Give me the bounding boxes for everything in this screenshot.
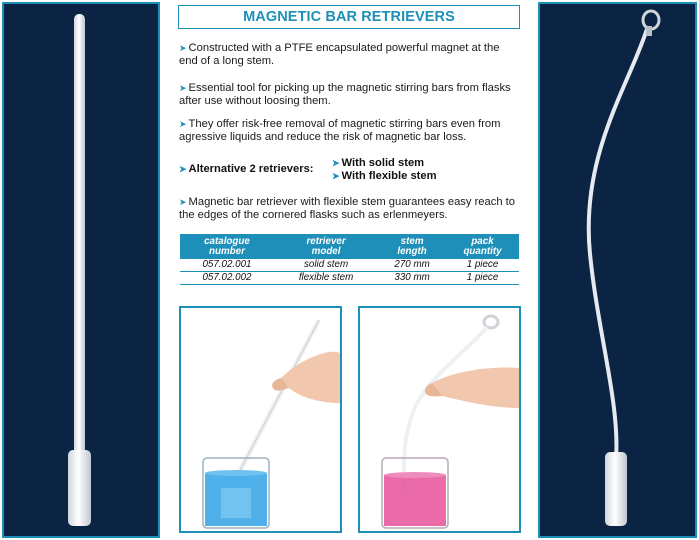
bullet-paragraph-2 <box>179 82 521 108</box>
title-box <box>178 5 520 29</box>
flexible-retriever-image <box>540 4 695 536</box>
photo-solid-stem <box>179 306 342 533</box>
bullet-text-4: Magnetic bar retriever with flexible stem guarantees easy reach to the edges of the cornered flasks such as erlenmeyers. <box>179 196 516 221</box>
table-cell: 330 mm <box>378 272 446 285</box>
table-row <box>180 272 519 285</box>
header-retriever-model: retriever model <box>274 234 378 259</box>
header-pack-quantity: pack quantity <box>446 234 519 259</box>
table-cell: 057.02.002 <box>180 272 274 285</box>
bullet-paragraph-1 <box>179 42 521 68</box>
arrow-icon: ➤ <box>179 197 187 207</box>
table-cell: flexible stem <box>274 272 378 285</box>
bullet-paragraph-3 <box>179 118 521 144</box>
arrow-icon: ➤ <box>332 158 340 168</box>
header-stem-length: stem length <box>378 234 446 259</box>
alternatives-label: Alternative 2 retrievers: <box>188 163 314 175</box>
bullet-text-2: Essential tool for picking up the magnetic stirring bars from flasks after use without loosing them. <box>179 82 511 107</box>
arrow-icon: ➤ <box>179 83 187 93</box>
bullet-text-1: Constructed with a PTFE encapsulated powerful magnet at the end of a long stem. <box>179 42 500 67</box>
table-cell: solid stem <box>274 259 378 272</box>
bullet-text-3: They offer risk-free removal of magnetic stirring bars even from agressive liquids and reduce the risk of magnetic bar loss. <box>179 118 501 143</box>
alternatives-label-row <box>179 163 314 175</box>
solid-retriever-image <box>4 4 158 536</box>
arrow-icon: ➤ <box>179 43 187 53</box>
table-cell: 1 piece <box>446 259 519 272</box>
table-cell: 1 piece <box>446 272 519 285</box>
page-title: MAGNETIC BAR RETRIEVERS <box>243 9 455 25</box>
table-row <box>180 259 519 272</box>
arrow-icon: ➤ <box>332 171 340 181</box>
alternative-option-2: ➤ With flexible stem <box>332 170 437 182</box>
bullet-paragraph-4 <box>179 196 521 222</box>
table-cell: 270 mm <box>378 259 446 272</box>
alternative-option-1: ➤ With solid stem <box>332 157 425 169</box>
arrow-icon: ➤ <box>179 164 187 174</box>
table-header-row <box>180 234 519 259</box>
spec-table <box>180 234 519 285</box>
flexible-retriever-panel <box>538 2 697 538</box>
solid-retriever-panel <box>2 2 160 538</box>
header-catalogue-number: catalogue number <box>180 234 274 259</box>
photo-flexible-stem <box>358 306 521 533</box>
table-cell: 057.02.001 <box>180 259 274 272</box>
arrow-icon: ➤ <box>179 119 187 129</box>
